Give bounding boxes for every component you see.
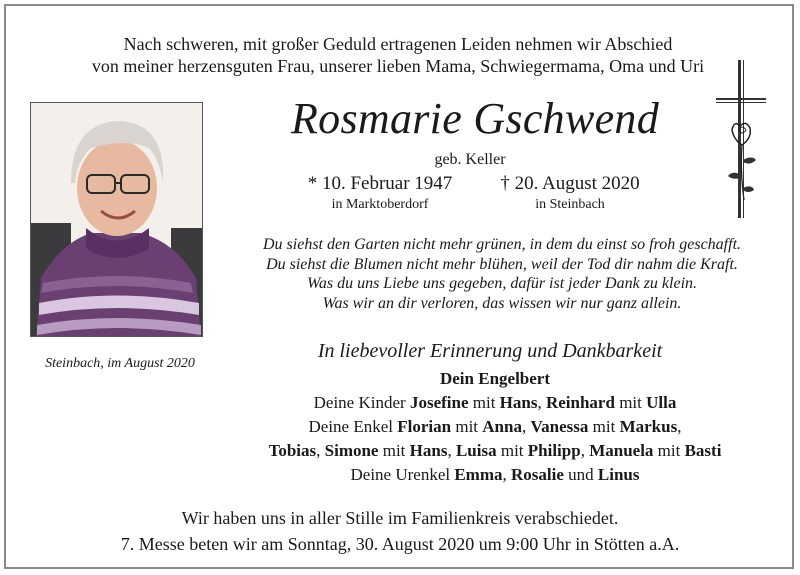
footer-line-2: 7. Messe beten wir am Sonntag, 30. August 2020 um 9:00 Uhr in Stötten a.A. (120, 534, 680, 554)
intro-line-1: Nach schweren, mit großer Geduld ertragenen Leiden nehmen wir Abschied (123, 34, 673, 54)
deceased-name: Rosmarie Gschwend (290, 94, 660, 143)
husband-line (200, 367, 790, 391)
cross-rose-icon (712, 60, 772, 220)
intro-text (40, 33, 756, 77)
intro-line-2: von meiner herzensguten Frau, unserer lieben Mama, Schwiegermama, Oma und Uri (91, 56, 705, 76)
footer-text (60, 505, 740, 557)
family-list (200, 367, 790, 487)
photo-caption: Steinbach, im August 2020 (45, 356, 195, 371)
poem-line: Was du uns Liebe uns gegeben, dafür ist jeder Dank zu klein. (306, 275, 698, 292)
greatgrandchildren-line: Deine Urenkel Emma, Rosalie und Linus (350, 465, 640, 484)
portrait-illustration (31, 103, 203, 337)
portrait-photo (30, 102, 203, 337)
grandchildren-line-1: Deine Enkel Florian mit Anna, Vanessa mit Markus, (308, 417, 682, 436)
gratitude-heading: In liebevoller Erinnerung und Dankbarkeit (317, 340, 663, 362)
death-date: † 20. August 2020 (500, 173, 640, 194)
birth-place: in Marktoberdorf (331, 197, 429, 212)
grandchildren-line-2: Tobias, Simone mit Hans, Luisa mit Philipp, Manuela mit Basti (268, 441, 722, 460)
poem-line: Du siehst die Blumen nicht mehr blühen, weil der Tod dir nahm die Kraft. (266, 255, 738, 273)
poem-line: Du siehst den Garten nicht mehr grünen, in dem du einst so froh geschafft. (262, 236, 742, 253)
footer-line-1: Wir haben uns in aller Stille im Familienkreis verabschiedet. (181, 508, 619, 528)
children-line: Deine Kinder Josefine mit Hans, Reinhard mit Ulla (313, 393, 677, 412)
poem-line: Was wir an dir verloren, das wissen wir nur ganz allein. (322, 294, 682, 312)
death-place: in Steinbach (535, 197, 605, 212)
poem (222, 235, 782, 313)
birth-date: * 10. Februar 1947 (307, 173, 453, 194)
maiden-name: geb. Keller (434, 151, 506, 168)
husband-name: Dein Engelbert (439, 369, 551, 388)
